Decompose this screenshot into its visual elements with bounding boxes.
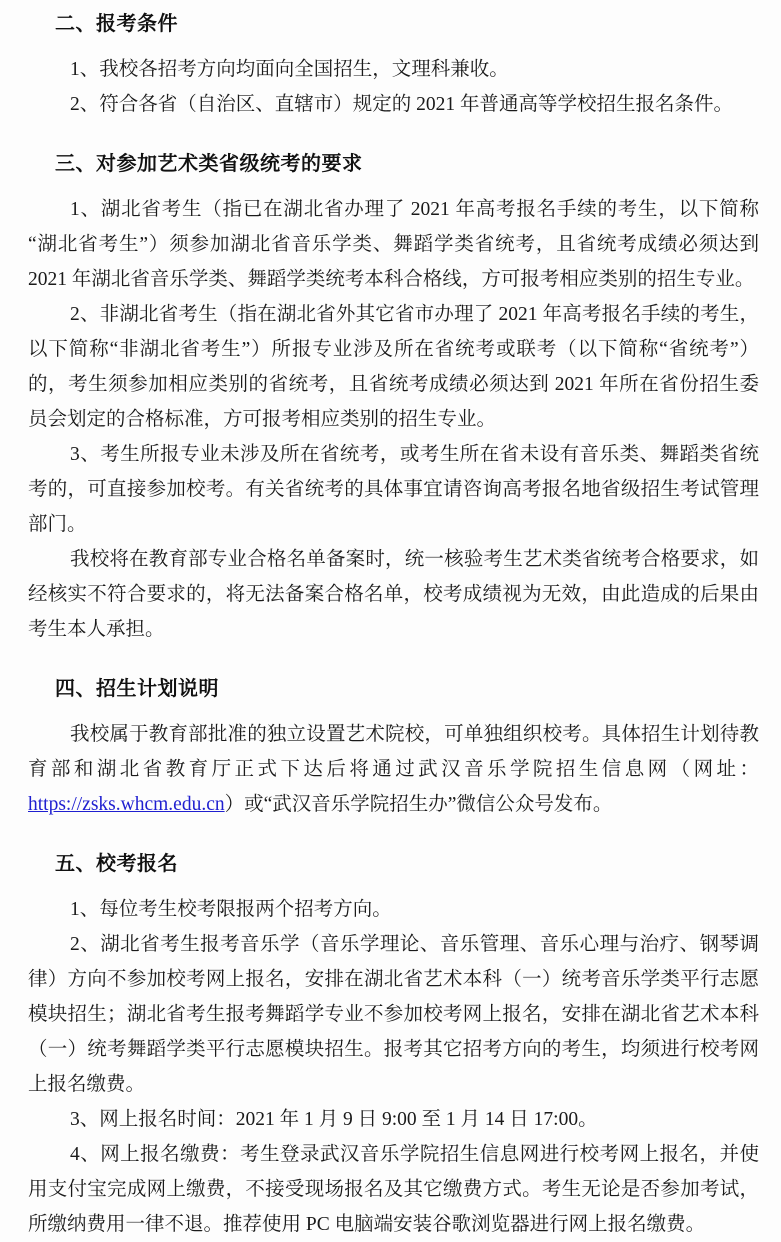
admissions-info-site-link[interactable]: https://zsks.whcm.edu.cn	[28, 794, 225, 815]
paragraph-provincial-requirements: 2、符合各省（自治区、直辖市）规定的 2021 年普通高等学校招生报名条件。	[70, 94, 734, 115]
paragraph-verification-note: 我校将在教育部专业合格名单备案时，统一核验考生艺术类省统考合格要求，如经核实不符合要求的，将无法备案合格名单，校考成绩视为无效，由此造成的后果由考生本人承担。	[28, 549, 759, 640]
paragraph-no-provincial-exam: 3、考生所报专业未涉及所在省统考，或考生所在省未设有音乐类、舞蹈类省统考的，可直接参加校考。有关省统考的具体事宜请咨询高考报名地省级招生考试管理部门。	[28, 444, 759, 535]
section-heading-application-conditions: 二、报考条件	[55, 13, 178, 35]
paragraph-registration-payment: 4、网上报名缴费：考生登录武汉音乐学院招生信息网进行校考网上报名，并使用支付宝完成网上缴费，不接受现场报名及其它缴费方式。考生无论是否参加考试，所缴纳费用一律不退。推荐使用 PC 电脑端安装谷歌浏览器进行网上报名缴费。	[28, 1144, 759, 1235]
paragraph-enrollment-plan	[28, 717, 759, 822]
section-heading-provincial-unified-exam-requirements: 三、对参加艺术类省级统考的要求	[55, 153, 363, 175]
section-heading-school-exam-registration: 五、校考报名	[55, 853, 178, 875]
paragraph-hubei-candidates: 1、湖北省考生（指已在湖北省办理了 2021 年高考报名手续的考生，以下简称“湖北省考生”）须参加湖北省音乐学类、舞蹈学类省统考，且省统考成绩必须达到 2021 年湖北省音乐学类、舞蹈学类统考本科合格线，方可报考相应类别的招生专业。	[28, 199, 759, 290]
paragraph-two-directions-limit: 1、每位考生校考限报两个招考方向。	[70, 899, 392, 920]
paragraph-non-hubei-candidates: 2、非湖北省考生（指在湖北省外其它省市办理了 2021 年高考报名手续的考生，以下简称“非湖北省考生”）所报专业涉及所在省统考或联考（以下简称“省统考”）的，考生须参加相应类别的省统考，且省统考成绩必须达到 2021 年所在省份招生委员会划定的合格标准，方可报考相应类别的招生专业。	[28, 304, 759, 430]
paragraph-nationwide-enrollment: 1、我校各招考方向均面向全国招生，文理科兼收。	[70, 59, 509, 80]
paragraph-text-before-link: 我校属于教育部批准的独立设置艺术院校，可单独组织校考。具体招生计划待教育部和湖北省教育厅正式下达后将通过武汉音乐学院招生信息网（网址：	[28, 724, 759, 780]
paragraph-registration-time: 3、网上报名时间：2021 年 1 月 9 日 9:00 至 1 月 14 日 17:00。	[70, 1109, 598, 1130]
paragraph-text-after-link: ）或“武汉音乐学院招生办”微信公众号发布。	[224, 794, 613, 815]
paragraph-hubei-registration-rules: 2、湖北省考生报考音乐学（音乐学理论、音乐管理、音乐心理与治疗、钢琴调律）方向不参加校考网上报名，安排在湖北省艺术本科（一）统考音乐学类平行志愿模块招生；湖北省考生报考舞蹈学专业不参加校考网上报名，安排在湖北省艺术本科（一）统考舞蹈学类平行志愿模块招生。报考其它招考方向的考生，均须进行校考网上报名缴费。	[28, 934, 759, 1095]
section-heading-enrollment-plan: 四、招生计划说明	[55, 678, 219, 700]
